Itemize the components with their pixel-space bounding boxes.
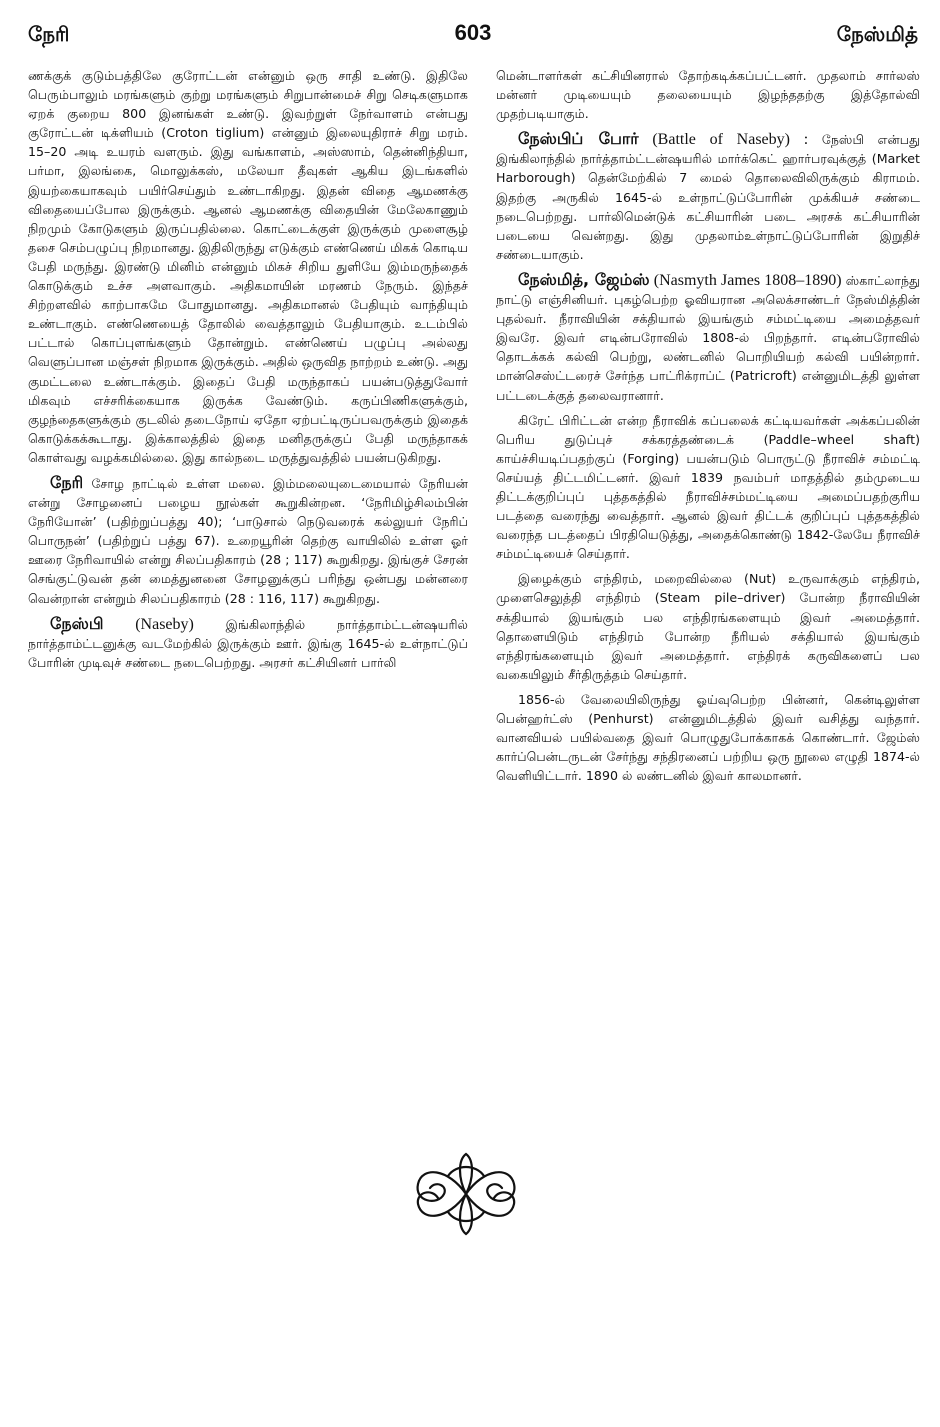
entry-text-neri: சோழ நாட்டில் உள்ள மலை. இம்மலையுடைமையால் நேரியன் என்று சோழனைப் பழைய நூல்கள் கூறுகின்றன. ‘நேரிமிழ்சிலம்பின் நேரியோன்’ (பதிற்றுப்பத்து 40); ‘பாடுசால் நெடுவரைக் கல்லுயர் நேரிப் பொருநன்’ (பதிற்றுப் பத்து 67). உறையூரின் தெற்கு வாயிலில் உள்ள ஓர் ஊரை நேரிவாயில் என்று சிலப்பதிகாரம் (28 ; 117) கூறுகிறது. இங்குச் சேரன் செங்குட்டுவன் தன் மைத்துனனை சோழனுக்குப் பரிந்து ஒன்பது மன்னரை வென்றான் என்றும் சிலப்பதிகாரம் (28 : 116, 117) கூறுகிறது.: [28, 475, 468, 606]
ornament-flourish-icon: [408, 1148, 524, 1240]
header-right-word: நேஸ்மித்: [836, 22, 918, 46]
naseby-entry: [28, 614, 468, 672]
steam-hammer-paragraph: கிரேட் பிரிட்டன் என்ற நீராவிக் கப்பலைக் கட்டியவர்கள் அக்கப்பலின் பெரிய துடுப்புச் சக்கரத்தண்டைக் (Paddle–wheel shaft) காய்ச்சியடிப்பதற்குப் (Forging) பயன்படும் பொருட்டு நீராவிச் சம்மட்டி செய்யத் திட்டமிட்டனர். இவர் 1839 நவம்பர் மாதத்தில் தம்முடைய திட்டக்குறிப்புப் புத்தகத்தில் நீராவிச்சம்மட்டியை அமைப்பதற்குரிய படத்தை வரைந்து வைத்தார். ஆனல் இவர் திட்டக் குறிப்புப் புத்தகத்தில் வரைந்த படத்தைப் பிரதியெடுத்து, அதைக்கொண்டு 1842-லேயே நீராவிச் சம்மட்டியைச் செய்தார்.: [496, 412, 920, 562]
nasmyth-entry: [496, 270, 920, 405]
entry-text-battle: நேஸ்பி என்பது இங்கிலாந்தில் நார்த்தாம்ட்டன்ஷயரில் மார்க்கெட் ஹார்பரவுக்குத் (Market Harborough) தென்மேற்கில் 7 மைல் தொலைவிலிருக்கும் கிராமம். இதற்கு அருகில் 1645-ல் உள்நாட்டுப்போரின் முக்கியச் சண்டை நடைபெற்றது. பார்லிமென்டுக் கட்சியாரின் படை அரசக் கட்சியாரின் படையை வென்றது. இது முதலாம்உள்நாட்டுப்போரின் இறுதிச் சண்டையாகும்.: [496, 132, 921, 262]
page-header: [28, 22, 918, 56]
entry-text-nasmyth: ஸ்காட்லாந்து நாட்டு எஞ்சினியர். புகழ்பெற்ற ஓவியரான அலெக்சாண்டர் நேஸ்மித்தின் புதல்வர். நீராவியின் சக்தியால் இயங்கும் சம்மட்டியை அமைத்தவர் இவரே. இவர் எடின்பரோவில் 1808-ல் பிறந்தார். எடின்பரோவில் தொடக்கக் கல்வி பெற்று, லண்டனில் பொறியியற் கல்வி பயின்றார். மான்செஸ்ட்டரைச் சேர்ந்த பாட்ரிக்ராப்ட் (Patricroft) என்னுமிடத்தி லுள்ள பட்டடைக்குத் தலைவரானார்.: [496, 272, 921, 403]
header-left-word: நேரி: [28, 22, 70, 46]
left-column: [28, 66, 468, 672]
retirement-paragraph: 1856-ல் வேலையிலிருந்து ஓய்வுபெற்ற பின்னர், கென்டிலுள்ள பென்ஹர்ட்ஸ் (Penhurst) என்னுமிடத்தில் இவர் வசித்து வந்தார். வானவியல் பயில்வதை இவர் பொழுதுபோக்காகக் கொண்டார். ஜேம்ஸ் கார்ப்பென்டருடன் சேர்ந்து சந்திரனைப் பற்றிய ஒரு நூலை எழுதி 1874-ல் வெளியிட்டார். 1890 ல் லண்டனில் இவர் காலமானர்.: [496, 691, 920, 784]
entry-term-neri: நேரி: [50, 472, 84, 492]
machines-paragraph: இழைக்கும் எந்திரம், மறைவில்லை (Nut) உருவாக்கும் எந்திரம், முளைசெலுத்தி எந்திரம் (Steam pile–driver) போன்ற நீராவியின் சக்தியால் இயங்கும் பல எந்திரங்களையும் இவர் அமைத்தார். தொளையிடும் எந்திரம் போன்ற நீரியல் சக்தியால் இயங்கும் எந்திரங்களையும் இவர் அமைத்தார். எந்திரக் கருவிகளைப் பல வகையிலும் சீர்திருத்தம் செய்தார்.: [496, 571, 920, 682]
battle-of-naseby-entry: [496, 129, 920, 264]
croton-paragraph: ணக்குக் குடும்பத்திலே குரோட்டன் என்னும் ஒரு சாதி உண்டு. இதிலே பெரும்பாலும் மரங்களும் குற்று மரங்களும் சிறுபான்மைச் சிறு செடிகளுமாக ஏறக் குறைய 800 இனங்கள் உண்டு. இவற்றுள் நேர்வாளம் என்பது குரோட்டன் டிக்ளியம் (Croton tiglium) என்னும் இலையுதிராச் சிறு மரம். 15–20 அடி உயரம் வளரும். இது வங்காளம், அஸ்ஸாம், தென்னிந்தியா, பர்மா, இலங்கை, மொலுக்கஸ், மலேயா தீவுகள் ஆகிய இடங்களில் இயற்கையாகவும் பயிர்செய்தும் உண்டாகிறது. இதன் விதை ஆமணக்கு விதையைப்போல இருக்கும். ஆனல் ஆமணக்கு விதையின் மேலேகாணும் நிறமும் கோடுகளும் இருப்பதில்லை. கொட்டைக்குள் இருக்கும் முளைசூழ் தசை செம்பழுப்பு நிறமானது. இதிலிருந்து எடுக்கும் எண்ணெய் மிகக் கொடிய பேதி மருந்து. இரண்டு மினிம் என்னும் மிகச் சிறிய துளியே இம்மருந்தைக் கொடுக்கும் உச்ச அளவாகும். அதிகமாயின் மரணம் நேரும். இந்தச் சிற்றளவில் காற்பாகமே போதுமானது. அதிகமானல் பேதியும் வாந்தியும் உண்டாகும். எண்ணெயைத் தோலில் வைத்தாலும் பேதியாகும். உடம்பில் பட்டால் கொப்புளங்களும் தோன்றும். எண்ணெய் பழுப்பு அல்லது வெளுப்பான மஞ்சள் நிறமாக இருக்கும். அதில் ஒருவித நாற்றம் உண்டு. அது குமட்டலை உண்டாக்கும். இதைப் பேதி மருந்தாகப் பயன்படுத்துவோர் மிகவும் எச்சரிக்கையாக இருக்க வேண்டும். கருப்பிணிகளுக்கும், குழந்தைகளுக்கும் குடலில் தடைநோய் ஏதோ ஏற்பட்டிருப்பவருக்கும் இதைக் கொடுக்கக்கூடாது. இக்காலத்தில் இதை மனிதருக்குப் பேதி மருந்தாகக் கொள்வது வழக்கமில்லை. இது கால்நடை மருத்துவத்தில் பயன்படுகிறது.: [28, 68, 468, 465]
entry-term-nasmyth: நேஸ்மித், ஜேம்ஸ்: [518, 269, 650, 289]
neri-entry: [28, 473, 468, 608]
entry-term-naseby: நேஸ்பி: [50, 613, 104, 633]
naseby-continued-paragraph: மென்டாளர்கள் கட்சியினரால் தோற்கடிக்கப்பட்டனர். முதலாம் சார்லஸ் மன்னர் முடியையும் தலையையும் இழந்ததற்கு இத்தோல்வி முதற்படியாகும்.: [496, 68, 920, 122]
page-number: 603: [454, 20, 492, 45]
entry-latin-naseby: (Naseby): [103, 615, 194, 633]
entry-latin-nasmyth: (Nasmyth James 1808–1890): [649, 271, 842, 289]
entry-text-naseby: இங்கிலாந்தில் நார்த்தாம்ட்டன்ஷயரில் நார்த்தாம்ட்டனுக்கு வடமேற்கில் இருக்கும் ஊர். இங்கு 1645-ல் உள்நாட்டுப் போரின் முடிவுச் சண்டை நடைபெற்றது. அரசர் கட்சியினர் பார்லி: [28, 616, 468, 670]
entry-latin-battle: (Battle of Naseby) :: [638, 131, 809, 149]
entry-term-battle: நேஸ்பிப் போர்: [518, 129, 639, 149]
right-column: [496, 66, 920, 785]
